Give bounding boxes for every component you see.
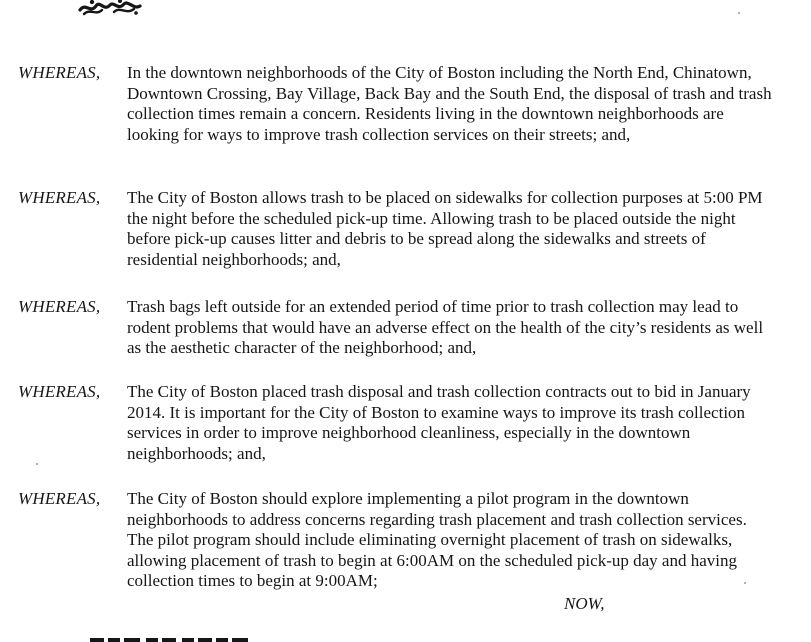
clause-text: The City of Boston allows trash to be placed on sidewalks for collection purposes at 5:00 PM the night before the scheduled pick-up time. Allowing trash to be placed outside the night before pick-up causes litter and debris to be spread along the sidewalks and streets of residential neighborhoods; and, bbox=[127, 188, 763, 269]
clause-label: WHEREAS, bbox=[18, 382, 101, 401]
cut-off-heading-fragment bbox=[90, 636, 260, 642]
clause-label: WHEREAS, bbox=[18, 188, 101, 207]
scan-speck bbox=[36, 463, 38, 465]
scan-speck bbox=[738, 12, 740, 14]
city-seal-fragment-icon bbox=[76, 0, 146, 18]
clause-label: WHEREAS, bbox=[18, 489, 101, 508]
clause-label: WHEREAS, bbox=[18, 297, 101, 316]
clause-text: In the downtown neighborhoods of the City of Boston including the North End, Chinatown, Downtown Crossing, Bay Village, Back Bay and the South End, the disposal of trash and trash collection times remain a concern. Residents living in the downtown neighborhoods are looking for ways to improve trash collection services on their streets; and, bbox=[127, 63, 772, 144]
clause-text: The City of Boston should explore implementing a pilot program in the downtown neighborhoods to address concerns regarding trash placement and trash collection services. The pilot program should include eliminating overnight placement of trash on sidewalks, allowing placement of trash to begin at 6:00AM on the scheduled pick-up day and having collection times to begin at 9:00AM; bbox=[127, 489, 747, 590]
scan-speck bbox=[744, 582, 746, 584]
clause-text: The City of Boston placed trash disposal and trash collection contracts out to bid in January 2014. It is important for the City of Boston to examine ways to improve its trash collection services in order to improve neighborhood cleanliness, especially in the downtown neighborhoods; and, bbox=[127, 382, 751, 463]
closing-now: NOW, bbox=[564, 594, 605, 613]
clause-text: Trash bags left outside for an extended period of time prior to trash collection may lead to rodent problems that would have an adverse effect on the health of the city’s residents as well as the aesthetic character of the neighborhood; and, bbox=[127, 297, 764, 357]
clause-label: WHEREAS, bbox=[18, 63, 101, 82]
